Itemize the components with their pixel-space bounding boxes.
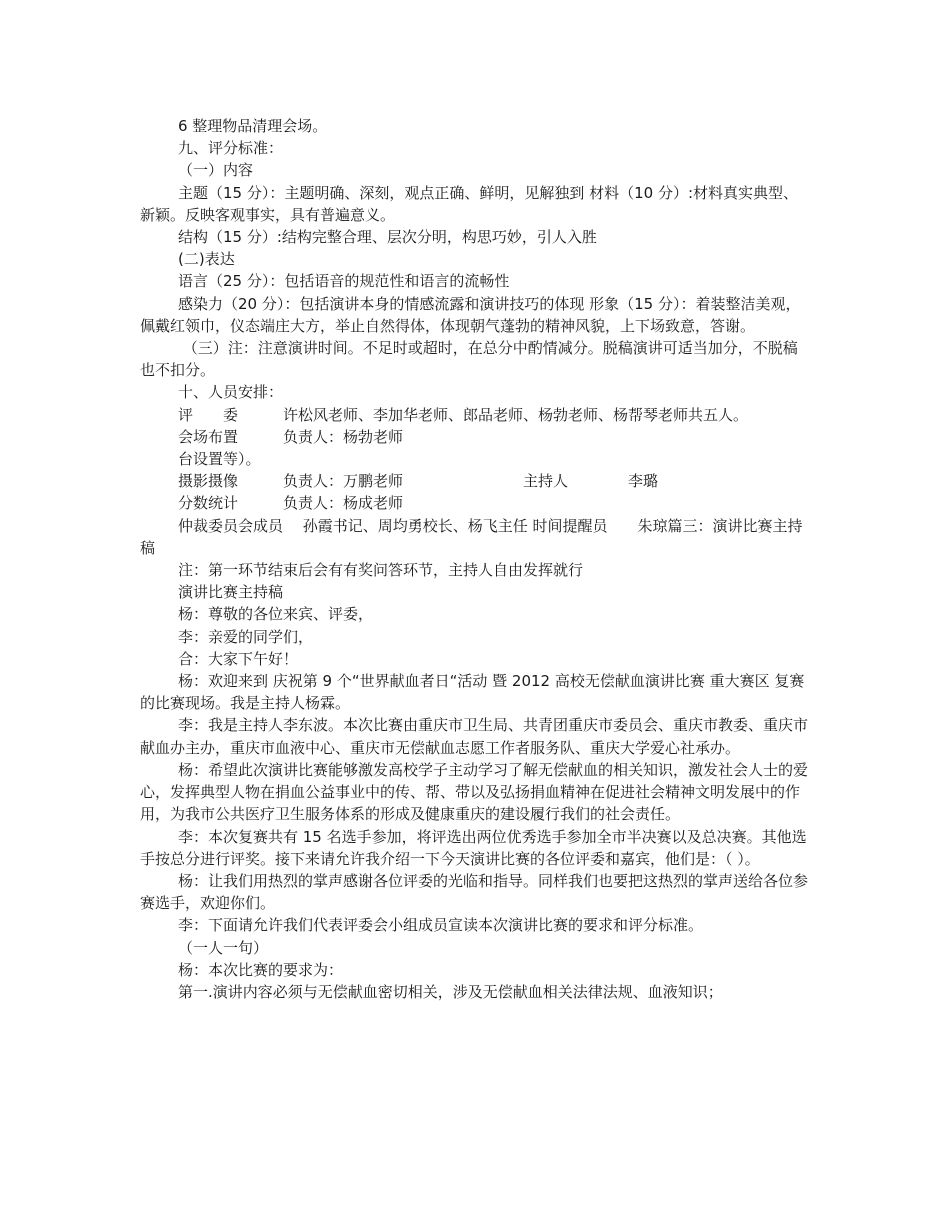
- paragraph: 注：第一环节结束后会有有奖问答环节，主持人自由发挥就行: [178, 561, 584, 580]
- paragraph: 仲裁委员会成员 孙霞书记、周均勇校长、杨飞主任 时间提醒员 朱琼篇三：演讲比赛主持稿: [140, 516, 803, 557]
- paragraph: 分数统计 负责人：杨成老师: [178, 494, 404, 513]
- paragraph: 演讲比赛主持稿: [178, 583, 284, 602]
- dialogue-line: 杨：本次比赛的要求为：: [178, 960, 344, 979]
- paragraph: 主题（15 分）：主题明确、深刻，观点正确、鲜明，见解独到 材料（10 分）:材料真实典型、新颖。反映客观事实，具有普遍意义。: [140, 183, 799, 224]
- subsection-heading: (二)表达: [178, 250, 235, 269]
- paragraph: 语言（25 分）：包括语音的规范性和语言的流畅性: [178, 272, 510, 291]
- paragraph: （一人一句）: [178, 938, 269, 957]
- dialogue-line: 杨：希望此次演讲比赛能够激发高校学子主动学习了解无偿献血的相关知识，激发社会人士的爱心，发挥典型人物在捐血公益事业中的传、帮、带以及弘扬捐血精神在促进社会精神文明发展中的作用，为我市公共医疗卫生服务体系的形成及健康重庆的建设履行我们的社会责任。: [140, 760, 809, 824]
- dialogue-line: 杨：尊敬的各位来宾、评委，: [178, 605, 374, 624]
- dialogue-line: 杨：让我们用热烈的掌声感谢各位评委的光临和指导。同样我们也要把这热烈的掌声送给各位参赛选手，欢迎你们。: [140, 871, 809, 913]
- subsection-heading: （一）内容: [178, 161, 254, 180]
- dialogue-line: 李：我是主持人李东波。本次比赛由重庆市卫生局、共青团重庆市委员会、重庆市教委、重庆市献血办主办，重庆市血液中心、重庆市无偿献血志愿工作者服务队、重庆大学爱心社承办。: [140, 716, 809, 757]
- section-heading: 九、评分标准：: [178, 139, 284, 158]
- dialogue-line: 杨：欢迎来到 庆祝第 9 个“世界献血者日“活动 暨 2012 高校无偿献血演讲比赛 重大赛区 复赛的比赛现场。我是主持人杨霖。: [140, 672, 805, 713]
- dialogue-line: 李：下面请允许我们代表评委会小组成员宣读本次演讲比赛的要求和评分标准。: [178, 916, 704, 935]
- paragraph: 摄影摄像 负责人：万鹏老师 主持人 李璐: [178, 472, 659, 491]
- paragraph: 评 委 许松风老师、李加华老师、郎品老师、杨勃老师、杨帮琴老师共五人。: [178, 405, 749, 424]
- paragraph: （三）注：注意演讲时间。不足时或超时，在总分中酌情减分。脱稿演讲可适当加分，不脱稿也不扣分。: [140, 339, 798, 380]
- dialogue-line: 李：本次复赛共有 15 名选手参加，将评选出两位优秀选手参加全市半决赛以及总决赛。其他选手按总分进行评奖。接下来请允许我介绍一下今天演讲比赛的各位评委和嘉宾，他们是：（ ）。: [140, 827, 807, 868]
- section-heading: 十、人员安排：: [178, 383, 284, 402]
- dialogue-line: 合：大家下午好！: [178, 649, 299, 668]
- paragraph: 第一.演讲内容必须与无偿献血密切相关，涉及无偿献血相关法律法规、血液知识；: [178, 982, 723, 1001]
- paragraph: 感染力（20 分）：包括演讲本身的情感流露和演讲技巧的体现 形象（15 分）：着装整洁美观，佩戴红领巾，仪态端庄大方，举止自然得体，体现朝气蓬勃的精神风貌，上下场致意，答谢。: [140, 294, 801, 335]
- dialogue-line: 李：亲爱的同学们，: [178, 627, 314, 646]
- paragraph: 结构（15 分）:结构完整合理、层次分明，构思巧妙，引人入胜: [178, 228, 597, 247]
- paragraph: 会场布置 负责人：杨勃老师: [178, 427, 404, 446]
- paragraph: 台设置等）。: [178, 450, 261, 469]
- paragraph: 6 整理物品清理会场。: [178, 117, 328, 135]
- document-body: [140, 115, 810, 1003]
